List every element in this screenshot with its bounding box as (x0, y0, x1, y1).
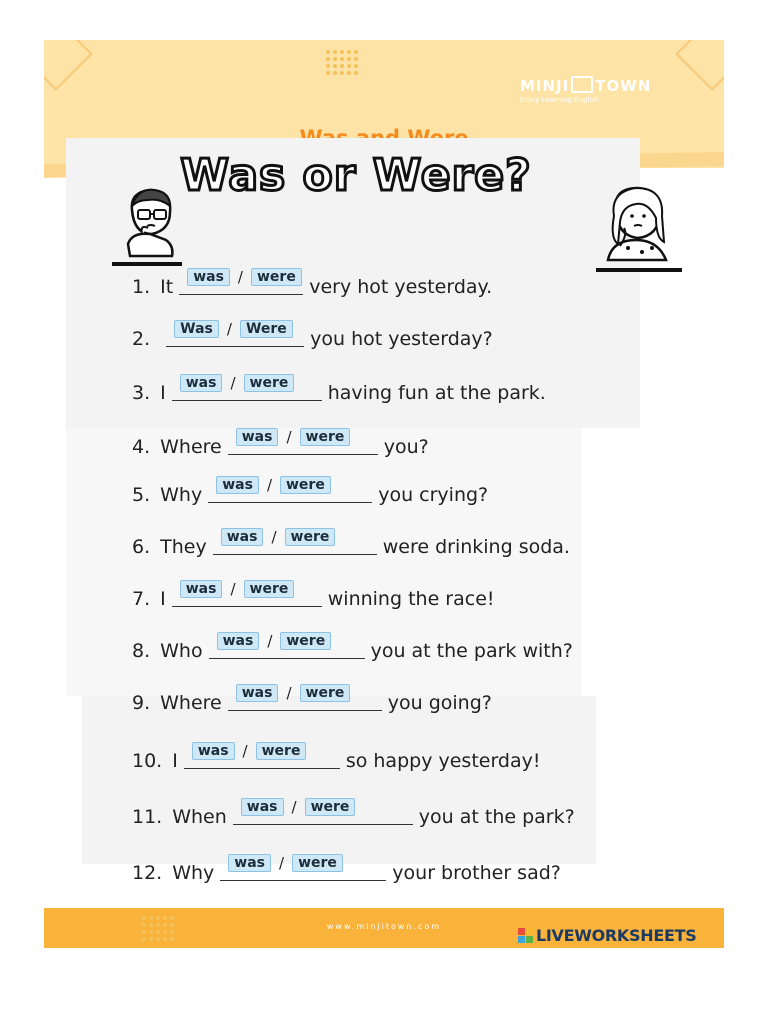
question-suffix: so happy yesterday! (345, 750, 541, 772)
question-suffix: you going? (387, 692, 492, 714)
question-row (132, 632, 573, 664)
question-prefix: Why (172, 862, 215, 884)
answer-options (217, 632, 332, 650)
option-were-button[interactable]: were (280, 632, 331, 650)
option-were-button[interactable]: were (305, 798, 356, 816)
option-were-button[interactable]: were (280, 476, 331, 494)
question-suffix: having fun at the park. (327, 382, 546, 404)
option-was-button[interactable]: was (221, 528, 264, 546)
question-row (132, 268, 493, 300)
question-number: 12. (132, 862, 163, 884)
question-number: 11. (132, 806, 163, 828)
question-row (132, 428, 429, 460)
brand-name-suffix: TOWN (595, 77, 652, 95)
answer-blank[interactable] (166, 320, 304, 347)
option-was-button[interactable]: was (217, 632, 260, 650)
question-prefix: They (160, 536, 207, 558)
option-were-button[interactable]: were (300, 428, 351, 446)
answer-options (221, 528, 336, 546)
option-were-button[interactable]: were (244, 374, 295, 392)
option-separator: / (291, 798, 297, 816)
question-row (132, 476, 489, 508)
option-were-button[interactable]: were (244, 580, 295, 598)
question-row (132, 684, 492, 716)
option-was-button[interactable]: was (180, 580, 223, 598)
answer-options (236, 684, 351, 702)
question-number: 1. (132, 276, 151, 298)
option-separator: / (242, 742, 248, 760)
brand-logo (520, 76, 651, 95)
question-prefix: I (172, 750, 178, 772)
answer-options (192, 742, 307, 760)
diamond-corner-icon (44, 40, 93, 91)
diamond-corner-icon (675, 40, 724, 91)
answer-blank[interactable] (172, 580, 322, 607)
question-suffix: you hot yesterday? (310, 328, 493, 350)
answer-options (187, 268, 302, 286)
question-row (132, 742, 541, 774)
option-was-button[interactable]: was (236, 428, 279, 446)
question-prefix: Where (160, 692, 222, 714)
answer-options (228, 854, 343, 872)
answer-blank[interactable] (213, 528, 377, 555)
question-prefix: Where (160, 436, 222, 458)
option-were-button[interactable]: were (256, 742, 307, 760)
question-suffix: you at the park? (418, 806, 575, 828)
dot-grid-icon (326, 50, 358, 75)
answer-blank[interactable] (228, 428, 378, 455)
option-separator: / (266, 476, 272, 494)
boy-desk (112, 262, 182, 266)
answer-options (174, 320, 293, 338)
option-was-button[interactable]: was (216, 476, 259, 494)
question-prefix: I (160, 382, 166, 404)
question-number: 4. (132, 436, 151, 458)
book-icon (571, 76, 593, 93)
question-prefix: When (172, 806, 227, 828)
question-suffix: were drinking soda. (382, 536, 570, 558)
question-panel-bottom (82, 696, 596, 864)
option-were-button[interactable]: were (300, 684, 351, 702)
question-prefix: It (160, 276, 174, 298)
question-row (132, 580, 495, 612)
answer-blank[interactable] (228, 684, 382, 711)
question-number: 3. (132, 382, 151, 404)
question-prefix: Who (160, 640, 203, 662)
answer-options (180, 580, 295, 598)
liveworksheets-label: LIVEWORKSHEETS (536, 925, 697, 945)
question-number: 8. (132, 640, 151, 662)
footer-url: www.minjitown.com (326, 922, 442, 931)
option-was-button[interactable]: was (192, 742, 235, 760)
question-suffix: your brother sad? (392, 862, 561, 884)
question-suffix: you? (383, 436, 429, 458)
question-number: 5. (132, 484, 151, 506)
option-was-button[interactable]: was (228, 854, 271, 872)
option-separator: / (237, 268, 243, 286)
answer-blank[interactable] (184, 742, 340, 769)
question-number: 9. (132, 692, 151, 714)
option-separator: / (267, 632, 273, 650)
answer-blank[interactable] (233, 798, 413, 825)
question-suffix: you at the park with? (370, 640, 573, 662)
answer-options (236, 428, 351, 446)
question-row (132, 320, 493, 352)
answer-options (180, 374, 295, 392)
question-row (132, 528, 570, 560)
brand-name: MINJI (520, 77, 570, 95)
girl-thinking-icon (598, 182, 678, 268)
worksheet-heading: Was or Were? (180, 150, 532, 201)
option-separator: / (230, 374, 236, 392)
option-separator: / (286, 684, 292, 702)
option-separator: / (230, 580, 236, 598)
question-prefix: I (160, 588, 166, 610)
answer-options (241, 798, 356, 816)
liveworksheets-badge[interactable] (518, 924, 696, 946)
question-row (132, 854, 561, 886)
answer-blank[interactable] (179, 268, 303, 295)
answer-blank[interactable] (209, 632, 365, 659)
question-suffix: winning the race! (327, 588, 495, 610)
girl-desk (596, 268, 682, 272)
option-was-button[interactable]: was (241, 798, 284, 816)
option-separator: / (226, 320, 232, 338)
question-number: 6. (132, 536, 151, 558)
question-suffix: you crying? (378, 484, 489, 506)
option-were-button[interactable]: were (285, 528, 336, 546)
option-was-button[interactable]: Was (174, 320, 219, 338)
answer-options (216, 476, 331, 494)
option-were-button[interactable]: were (292, 854, 343, 872)
question-number: 2. (132, 328, 151, 350)
question-row (132, 798, 575, 830)
question-suffix: very hot yesterday. (309, 276, 493, 298)
question-row (132, 374, 546, 406)
question-number: 7. (132, 588, 151, 610)
option-separator: / (279, 854, 285, 872)
option-was-button[interactable]: was (236, 684, 279, 702)
option-were-button[interactable]: Were (240, 320, 293, 338)
option-separator: / (286, 428, 292, 446)
brand-tagline: Enjoy Learning English (520, 96, 600, 104)
question-prefix: Why (160, 484, 203, 506)
option-separator: / (271, 528, 277, 546)
answer-blank[interactable] (220, 854, 386, 881)
option-were-button[interactable]: were (251, 268, 302, 286)
option-was-button[interactable]: was (187, 268, 230, 286)
liveworksheets-logo-icon (518, 928, 533, 943)
option-was-button[interactable]: was (180, 374, 223, 392)
answer-blank[interactable] (172, 374, 322, 401)
question-number: 10. (132, 750, 163, 772)
answer-blank[interactable] (208, 476, 372, 503)
